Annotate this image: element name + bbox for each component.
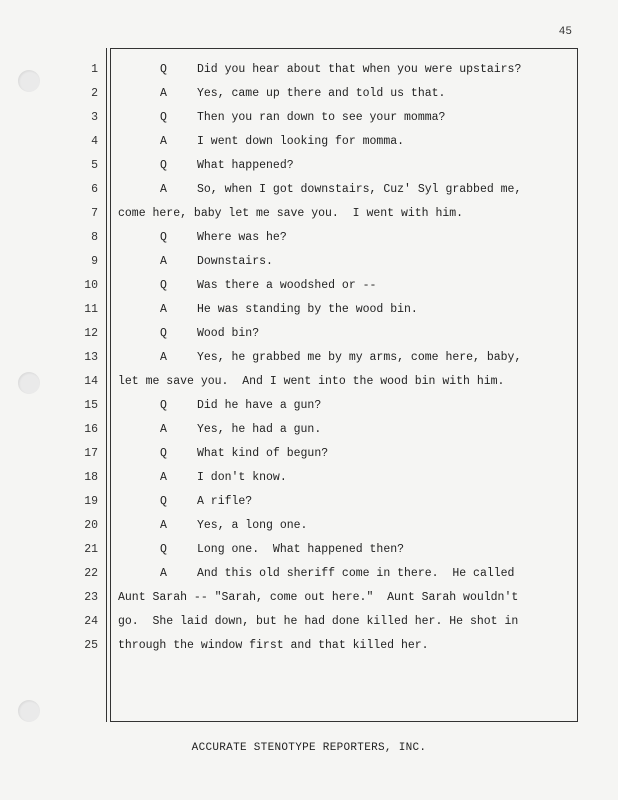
line-number: 7 (91, 207, 98, 220)
testimony-text: Long one. What happened then? (197, 543, 405, 556)
transcript-line (0, 58, 618, 82)
transcript-line (0, 394, 618, 418)
testimony-text: So, when I got downstairs, Cuz' Syl grabbed me, (197, 183, 522, 196)
line-number: 4 (91, 135, 98, 148)
line-number: 22 (84, 567, 98, 580)
line-number: 11 (84, 303, 98, 316)
speaker-label: A (160, 351, 167, 364)
transcript-line (0, 274, 618, 298)
transcript-line (0, 130, 618, 154)
testimony-text: Where was he? (197, 231, 287, 244)
transcript-line (0, 442, 618, 466)
transcript-line (0, 226, 618, 250)
transcript-line (0, 562, 618, 586)
reporter-footer: ACCURATE STENOTYPE REPORTERS, INC. (191, 742, 427, 754)
transcript-line (0, 106, 618, 130)
line-number: 3 (91, 111, 98, 124)
transcript-line (0, 490, 618, 514)
testimony-text: Yes, he had a gun. (197, 423, 322, 436)
speaker-label: A (160, 471, 167, 484)
line-number: 18 (84, 471, 98, 484)
speaker-label: A (160, 519, 167, 532)
line-number: 24 (84, 615, 98, 628)
testimony-continuation: come here, baby let me save you. I went with him. (118, 207, 464, 220)
speaker-label: A (160, 423, 167, 436)
speaker-label: Q (160, 327, 167, 340)
speaker-label: Q (160, 399, 167, 412)
speaker-label: Q (160, 231, 167, 244)
speaker-label: A (160, 87, 167, 100)
line-number: 2 (91, 87, 98, 100)
line-number: 20 (84, 519, 98, 532)
testimony-text: What happened? (197, 159, 294, 172)
testimony-text: He was standing by the wood bin. (197, 303, 418, 316)
transcript-line (0, 346, 618, 370)
testimony-continuation: Aunt Sarah -- "Sarah, come out here." Aunt Sarah wouldn't (118, 591, 519, 604)
testimony-text: Yes, he grabbed me by my arms, come here, baby, (197, 351, 522, 364)
transcript-line (0, 202, 618, 226)
transcript-line (0, 154, 618, 178)
speaker-label: A (160, 183, 167, 196)
line-number: 19 (84, 495, 98, 508)
speaker-label: Q (160, 111, 167, 124)
transcript-line (0, 298, 618, 322)
transcript-line (0, 610, 618, 634)
speaker-label: A (160, 255, 167, 268)
testimony-text: Was there a woodshed or -- (197, 279, 377, 292)
speaker-label: Q (160, 279, 167, 292)
testimony-text: A rifle? (197, 495, 253, 508)
testimony-text: Did you hear about that when you were upstairs? (197, 63, 522, 76)
testimony-text: I don't know. (197, 471, 287, 484)
testimony-continuation: let me save you. And I went into the wood bin with him. (118, 375, 505, 388)
transcript-line (0, 322, 618, 346)
testimony-text: Wood bin? (197, 327, 260, 340)
transcript-line (0, 538, 618, 562)
line-number: 14 (84, 375, 98, 388)
transcript-line (0, 82, 618, 106)
testimony-text: I went down looking for momma. (197, 135, 405, 148)
page-number: 45 (558, 26, 572, 38)
line-number: 12 (84, 327, 98, 340)
testimony-continuation: go. She laid down, but he had done killed her. He shot in (118, 615, 519, 628)
line-number: 25 (84, 639, 98, 652)
line-number: 15 (84, 399, 98, 412)
speaker-label: Q (160, 543, 167, 556)
speaker-label: Q (160, 159, 167, 172)
line-number: 10 (84, 279, 98, 292)
testimony-text: Yes, a long one. (197, 519, 308, 532)
transcript-line (0, 634, 618, 658)
speaker-label: Q (160, 447, 167, 460)
line-number: 9 (91, 255, 98, 268)
testimony-text: Yes, came up there and told us that. (197, 87, 446, 100)
line-number: 6 (91, 183, 98, 196)
speaker-label: A (160, 303, 167, 316)
testimony-continuation: through the window first and that killed her. (118, 639, 429, 652)
line-number: 1 (91, 63, 98, 76)
speaker-label: Q (160, 495, 167, 508)
testimony-text: What kind of begun? (197, 447, 329, 460)
transcript-line (0, 250, 618, 274)
line-number: 5 (91, 159, 98, 172)
testimony-text: Did he have a gun? (197, 399, 322, 412)
line-number: 16 (84, 423, 98, 436)
line-number: 13 (84, 351, 98, 364)
transcript-line (0, 586, 618, 610)
transcript-line (0, 370, 618, 394)
line-number: 23 (84, 591, 98, 604)
speaker-label: Q (160, 63, 167, 76)
line-number: 17 (84, 447, 98, 460)
testimony-text: Downstairs. (197, 255, 273, 268)
transcript-line (0, 466, 618, 490)
testimony-text: And this old sheriff come in there. He called (197, 567, 515, 580)
punch-hole-bottom (18, 700, 40, 722)
testimony-text: Then you ran down to see your momma? (197, 111, 446, 124)
transcript-line (0, 178, 618, 202)
speaker-label: A (160, 567, 167, 580)
line-number: 21 (84, 543, 98, 556)
transcript-line (0, 418, 618, 442)
line-number: 8 (91, 231, 98, 244)
transcript-line (0, 514, 618, 538)
speaker-label: A (160, 135, 167, 148)
